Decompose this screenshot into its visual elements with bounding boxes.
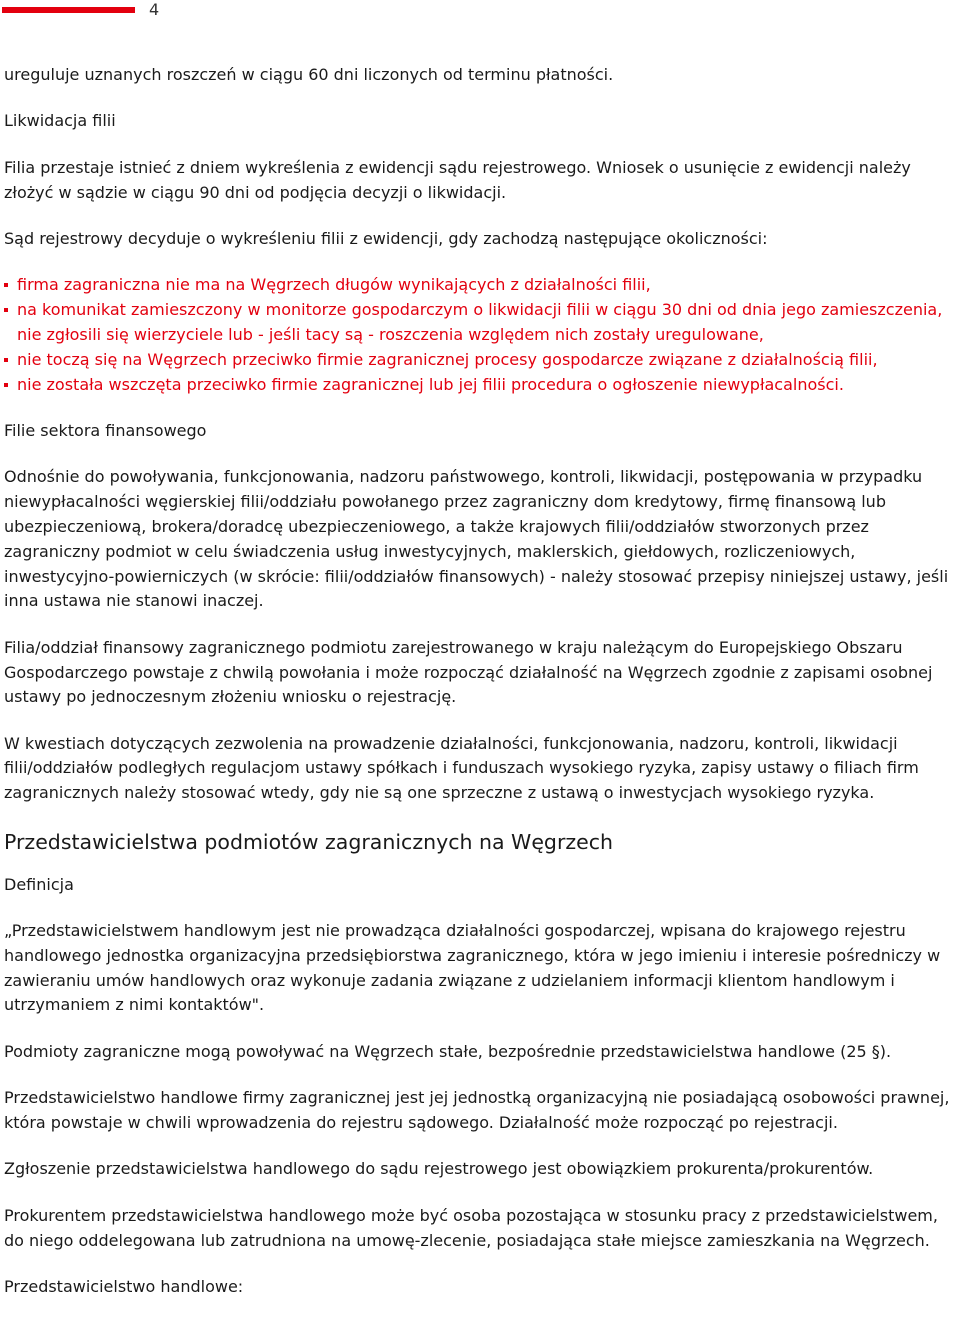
bullet-square-icon: [4, 383, 8, 387]
conditions-list: [4, 273, 958, 397]
list-item: [4, 348, 958, 373]
paragraph: W kwestiach dotyczących zezwolenia na prowadzenie działalności, funkcjonowania, nadzoru, kontroli, likwidacji filii/oddziałów podległych regulacjom ustawy spółkach i funduszach wysokiego ryzyka, zapisy ustawy o filiach firm zagranicznych należy stosować wtedy, gdy nie są one sprzeczne z ustawą o inwestycjach wysokiego ryzyka.: [4, 733, 919, 803]
paragraph: Sąd rejestrowy decyduje o wykreśleniu filii z ewidencji, gdy zachodzą następujące okoliczności:: [4, 228, 768, 248]
section-label-liquidation: Likwidacja filii: [4, 111, 116, 131]
paragraph: Podmioty zagraniczne mogą powoływać na Węgrzech stałe, bezpośrednie przedstawicielstwa handlowe (25 §).: [4, 1041, 892, 1061]
bullet-square-icon: [4, 358, 8, 362]
paragraph: Przedstawicielstwo handlowe firmy zagranicznej jest jej jednostką organizacyjną nie posiadającą osobowości prawnej, która powstaje w chwili wprowadzenia do rejestru sądowego. Działalność może rozpocząć po rejestracji.: [4, 1088, 950, 1133]
list-item-text: nie została wszczęta przeciwko firmie zagranicznej lub jej filii procedura o ogłoszenie niewypłacalności.: [17, 374, 844, 394]
paragraph: „Przedstawicielstwem handlowym jest nie prowadząca działalności gospodarczej, wpisana do krajowego rejestru handlowego jednostka organizacyjna przedsiębiorstwa zagranicznego, która w jego imieniu i interesie pośredniczy w zawieraniu umów handlowych oraz wykonuje zadania związane z udzielaniem informacji klientom handlowym i utrzymaniem z nimi kontaktów".: [4, 921, 941, 1015]
paragraph: Odnośnie do powoływania, funkcjonowania, nadzoru państwowego, kontroli, likwidacji, postępowania w przypadku niewypłacalności węgierskiej filii/oddziału powołanego przez zagraniczny dom kredytowy, firmę finansową lub ubezpieczeniową, brokera/doradcę ubezpieczeniowego, a także krajowych filii/oddziałów stworzonych przez zagraniczny podmiot w celu świadczenia usług inwestycyjnych, maklerskich, giełdowych, rozliczeniowych, inwestycyjno-powierniczych (w skrócie: filii/oddziałów finansowych) - należy stosować przepisy niniejszej ustawy, jeśli inna ustawa nie stanowi inaczej.: [4, 467, 949, 611]
section-heading: Przedstawicielstwa podmiotów zagranicznych na Węgrzech: [4, 829, 614, 854]
paragraph: Filia/oddział finansowy zagranicznego podmiotu zarejestrowanego w kraju należącym do Europejskiego Obszaru Gospodarczego powstaje z chwilą powołania i może rozpocząć działalność na Węgrzech zgodnie z zapisami osobnej ustawy po jednoczesnym złożeniu wniosku o rejestrację.: [4, 637, 933, 707]
list-item: [4, 373, 958, 398]
list-item-text: firma zagraniczna nie ma na Węgrzech długów wynikających z działalności filii,: [17, 275, 651, 295]
paragraph: Przedstawicielstwo handlowe:: [4, 1277, 244, 1296]
section-label-definition: Definicja: [4, 874, 74, 894]
header-accent-bar: [2, 7, 135, 13]
document-body: [4, 63, 958, 1321]
page-header: [0, 0, 960, 24]
paragraph: Prokurentem przedstawicielstwa handlowego może być osoba pozostająca w stosunku pracy z przedstawicielstwem, do niego oddelegowana lub zatrudniona na umowę-zlecenie, posiadająca stałe miejsce zamieszkania na Węgrzech.: [4, 1205, 938, 1250]
bullet-square-icon: [4, 283, 8, 287]
paragraph: ureguluje uznanych roszczeń w ciągu 60 dni liczonych od terminu płatności.: [4, 65, 614, 84]
paragraph: Filia przestaje istnieć z dniem wykreślenia z ewidencji sądu rejestrowego. Wniosek o usunięcie z ewidencji należy złożyć w sądzie w ciągu 90 dni od podjęcia decyzji o likwidacji.: [4, 157, 911, 202]
page-number: 4: [149, 0, 160, 19]
bullet-square-icon: [4, 308, 8, 312]
list-item-text: na komunikat zamieszczony w monitorze gospodarczym o likwidacji filii w ciągu 30 dni od dnia jego zamieszczenia, nie zgłosili się wierzyciele lub - jeśli tacy są - roszczenia względem nich zostały uregulowane,: [17, 300, 943, 344]
list-item-text: nie toczą się na Węgrzech przeciwko firmie zagranicznej procesy gospodarcze związane z działalnością filii,: [17, 349, 878, 369]
list-item: [4, 298, 958, 348]
section-label-financial-branches: Filie sektora finansowego: [4, 420, 207, 440]
list-item: [4, 273, 958, 298]
paragraph: Zgłoszenie przedstawicielstwa handlowego do sądu rejestrowego jest obowiązkiem prokurenta/prokurentów.: [4, 1159, 874, 1179]
